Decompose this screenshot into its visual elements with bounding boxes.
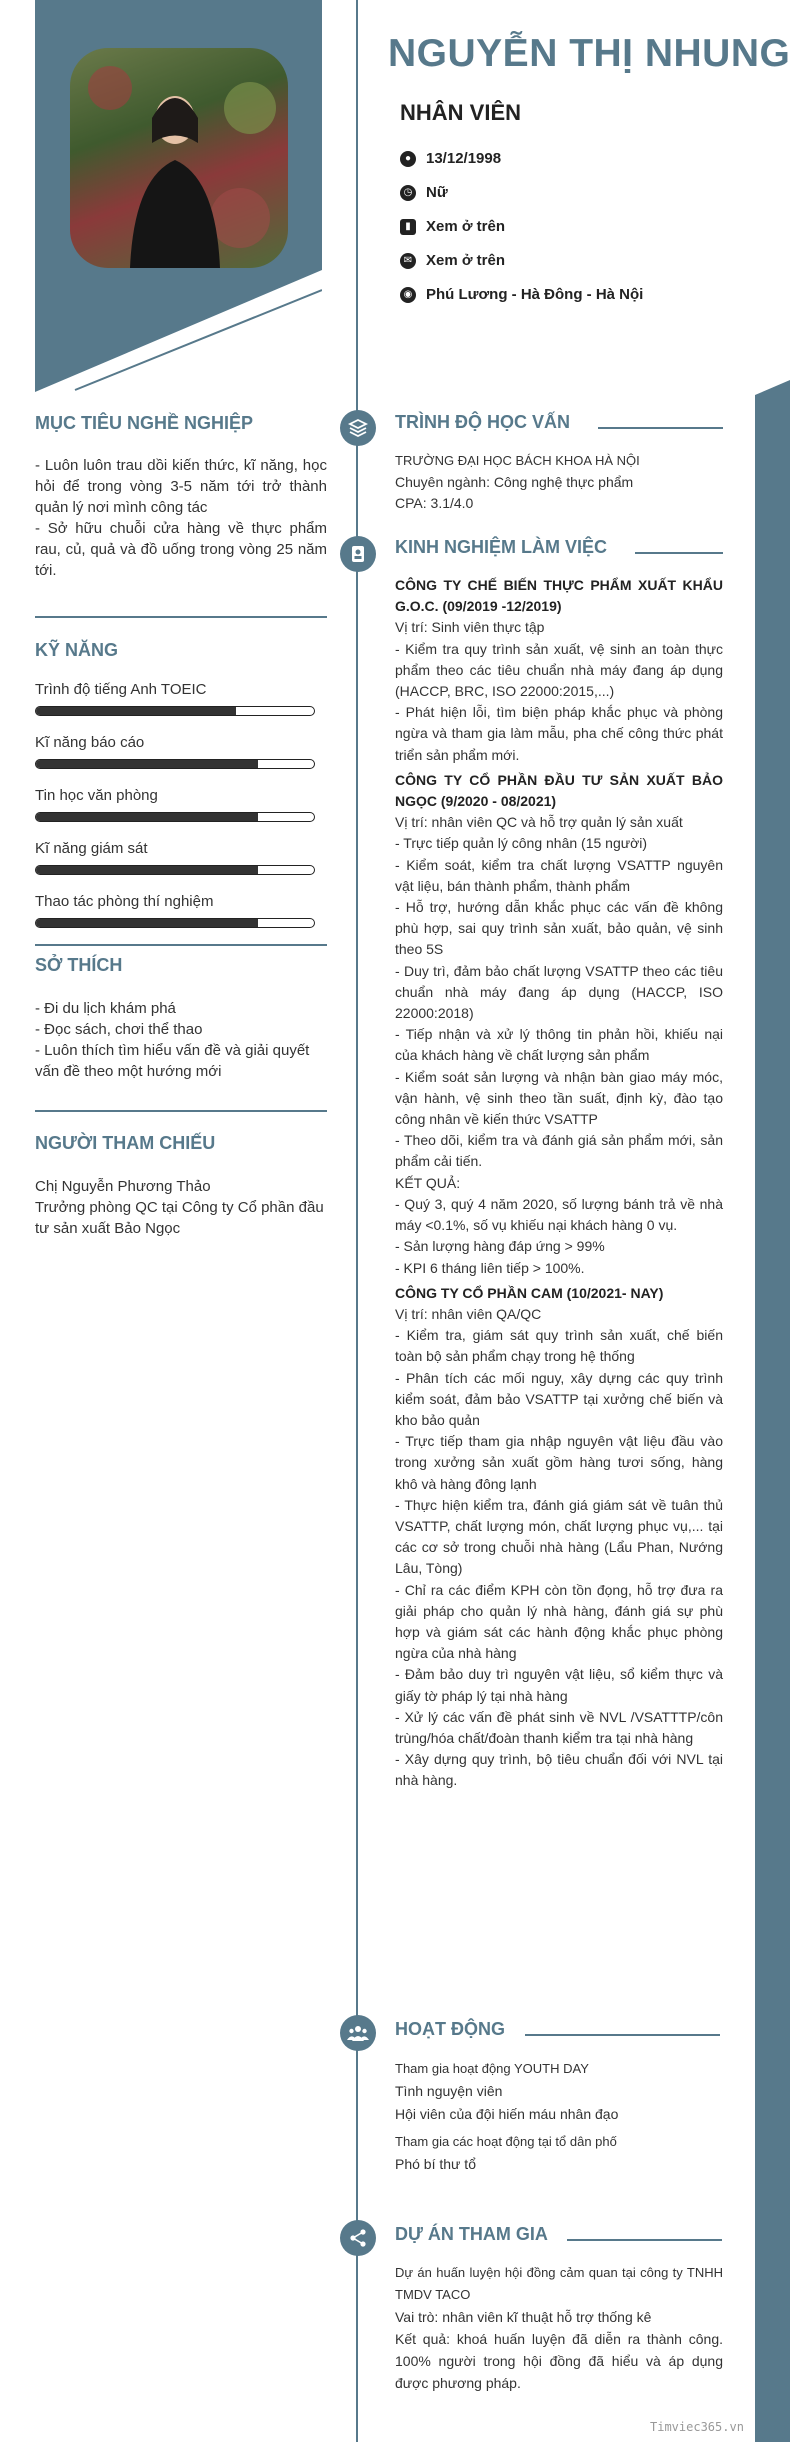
- skill-bar: [35, 865, 315, 875]
- candidate-name: NGUYỄN THỊ NHUNG: [388, 32, 790, 75]
- skill-bar: [35, 759, 315, 769]
- education-major: Chuyên ngành: Công nghệ thực phẩm: [395, 473, 634, 490]
- reference-text: [35, 1176, 327, 1239]
- job-role: Vị trí: nhân viên QC và hỗ trợ quản lý sản xuất: [395, 814, 683, 831]
- heading-rule: [635, 552, 723, 554]
- hobbies-heading: SỞ THÍCH: [35, 955, 123, 975]
- skill-bar: [35, 812, 315, 822]
- skill-bar-fill: [36, 919, 258, 927]
- experience-section-icon: [340, 536, 376, 572]
- job-detail: - Kiểm soát, kiểm tra chất lượng VSATTP nguyên vật liệu, bán thành phẩm, thành phẩm: [395, 856, 723, 894]
- job-detail: - Phân tích các mối nguy, xây dựng các quy trình kiểm soát, đảm bảo VSATTP tại xưởng chế biến và kho bảo quản: [395, 1369, 723, 1428]
- skill-bar: [35, 706, 315, 716]
- location-pin-icon: ◉: [400, 287, 416, 303]
- birthday-value: 13/12/1998: [426, 150, 502, 167]
- candidate-position: NHÂN VIÊN: [400, 100, 522, 125]
- divider: [35, 944, 327, 946]
- hobbies-list: [35, 998, 327, 1082]
- heading-rule: [525, 2034, 720, 2036]
- activity-name: Tham gia hoạt động YOUTH DAY: [395, 2061, 589, 2076]
- projects-heading: DỰ ÁN THAM GIA: [395, 2224, 548, 2244]
- job-detail: - Theo dõi, kiểm tra và đánh giá sản phẩm mới, sản phẩm cải tiến.: [395, 1132, 723, 1170]
- address-value: Phú Lương - Hà Đông - Hà Nội: [426, 286, 644, 303]
- birthday-row: [400, 150, 501, 167]
- hobby-item: - Đi du lịch khám phá: [35, 1000, 176, 1017]
- email-value: Xem ở trên: [426, 252, 506, 269]
- job-detail: - Hỗ trợ, hướng dẫn khắc phục các vấn đề không phù hợp, sai quy trình sản xuất, bảo quản, vệ sinh theo 5S: [395, 899, 723, 958]
- heading-rule: [567, 2239, 722, 2241]
- layers-icon: [348, 418, 368, 438]
- phone-icon: ▮: [400, 219, 416, 235]
- job-detail: KẾT QUẢ:: [395, 1174, 461, 1191]
- group-icon: [347, 2023, 369, 2043]
- job-company: CÔNG TY CỔ PHẦN CAM (10/2021- NAY): [395, 1284, 664, 1301]
- activity-line: Phó bí thư tổ: [395, 2156, 476, 2172]
- skill-label: Trình độ tiếng Anh TOEIC: [35, 681, 207, 698]
- projects-block: [395, 2262, 723, 2394]
- job-detail: - Trực tiếp tham gia nhập nguyên vật liệu đầu vào trong xưởng sản xuất gồm hàng tươi sống, hàng khô và hàng đông lạnh: [395, 1433, 723, 1492]
- address-row: [400, 286, 643, 303]
- id-badge-icon: [348, 544, 368, 564]
- job-detail: - Kiểm soát sản lượng và nhận bàn giao máy móc, vận hành, vệ sinh theo tần suất, định kỳ, đào tạo công nhân về kiến thức VSATTP: [395, 1068, 723, 1128]
- job-detail: - Tiếp nhận và xử lý thông tin phản hồi, khiếu nại của khách hàng về chất lượng sản phẩm: [395, 1026, 723, 1064]
- reference-line: Chị Nguyễn Phương Thảo: [35, 1178, 211, 1195]
- hobby-item: - Luôn thích tìm hiểu vấn đề và giải quyết vấn đề theo một hướng mới: [35, 1042, 310, 1080]
- skill-bar-fill: [36, 760, 258, 768]
- hobby-item: - Đọc sách, chơi thể thao: [35, 1021, 203, 1038]
- email-icon: ✉: [400, 253, 416, 269]
- reference-heading: NGƯỜI THAM CHIẾU: [35, 1133, 216, 1153]
- gender-value: Nữ: [426, 184, 448, 201]
- experience-block: [395, 575, 723, 1792]
- skill-label: Kĩ năng báo cáo: [35, 734, 145, 751]
- skills-heading: KỸ NĂNG: [35, 640, 119, 660]
- person-icon: [70, 48, 288, 268]
- skill-bar-fill: [36, 866, 258, 874]
- right-accent-bar: [755, 0, 790, 2442]
- activities-heading: HOẠT ĐỘNG: [395, 2019, 505, 2039]
- reference-line: Trưởng phòng QC tại Công ty Cổ phần đầu tư sản xuất Bảo Ngọc: [35, 1199, 324, 1237]
- job-detail: - Phát hiện lỗi, tìm biện pháp khắc phục và phòng ngừa và tham gia làm mẫu, pha chế công thức phát triển sản phẩm mới.: [395, 704, 723, 763]
- objective-text: [35, 455, 327, 581]
- skill-bar-fill: [36, 707, 236, 715]
- objective-line: - Luôn luôn trau dồi kiến thức, kĩ năng, học hỏi để trong vòng 3-5 năm tới trở thành quản lý nơi mình công tác: [35, 457, 327, 516]
- job-role: Vị trí: Sinh viên thực tập: [395, 619, 545, 636]
- job-detail: - Chỉ ra các điểm KPH còn tồn đọng, hỗ trợ đưa ra giải pháp cho quản lý nhà hàng, đánh giá sự phù hợp và giám sát các hành động khắc phục phòng ngừa của nhà hàng: [395, 1581, 723, 1662]
- job-detail: - Xử lý các vấn đề phát sinh về NVL /VSATTTP/côn trùng/hóa chất/đoàn thanh kiểm tra tại nhà hàng: [395, 1708, 723, 1746]
- job-company: CÔNG TY CỔ PHẦN ĐẦU TƯ SẢN XUẤT BẢO NGỌC (9/2020 - 08/2021): [395, 771, 723, 810]
- gender-row: [400, 184, 448, 201]
- divider: [35, 616, 327, 618]
- job-role: Vị trí: nhân viên QA/QC: [395, 1305, 542, 1322]
- job-detail: - KPI 6 tháng liên tiếp > 100%.: [395, 1259, 585, 1276]
- activity-name: Tham gia các hoạt động tại tổ dân phố: [395, 2134, 617, 2149]
- clock-icon: ◷: [400, 185, 416, 201]
- phone-row: [400, 218, 505, 235]
- job-detail: - Xây dựng quy trình, bộ tiêu chuẩn đối với NVL tại nhà hàng.: [395, 1751, 723, 1789]
- skill-label: Tin học văn phòng: [35, 787, 158, 804]
- school-name: TRƯỜNG ĐẠI HỌC BÁCH KHOA HÀ NỘI: [395, 453, 640, 468]
- job-detail: - Trực tiếp quản lý công nhân (15 người): [395, 835, 648, 852]
- share-icon: [348, 2228, 368, 2248]
- avatar: [70, 48, 288, 268]
- timeline-spine: [356, 0, 358, 2442]
- education-section-icon: [340, 410, 376, 446]
- skill-bar-fill: [36, 813, 258, 821]
- skill-label: Kĩ năng giám sát: [35, 840, 148, 857]
- experience-heading: KINH NGHIỆM LÀM VIỆC: [395, 537, 608, 557]
- job-detail: - Thực hiện kiểm tra, đánh giá giám sát về tuân thủ VSATTP, chất lượng món, chất lượng phục vụ,... tại các cơ sở trong chuỗi nhà hàng (Lẩu Phan, Nướng Lâu, Tòng): [395, 1496, 723, 1577]
- job-detail: - Kiểm tra quy trình sản xuất, vệ sinh an toàn thực phẩm theo các tiêu chuẩn nhà máy đang áp dụng (HACCP, BRC, ISO 22000:2015,...): [395, 640, 723, 700]
- job-detail: - Đảm bảo duy trì nguyên vật liệu, sổ kiểm thực và giấy tờ pháp lý tại nhà hàng: [395, 1666, 723, 1704]
- phone-value: Xem ở trên: [426, 218, 506, 235]
- skill-bar: [35, 918, 315, 928]
- education-heading: TRÌNH ĐỘ HỌC VẤN: [395, 412, 570, 432]
- objective-line: - Sở hữu chuỗi cửa hàng về thực phẩm rau, củ, quả và đồ uống trong vòng 25 năm tới.: [35, 520, 327, 579]
- job-company: CÔNG TY CHẾ BIẾN THỰC PHẨM XUẤT KHẨU G.O.C. (09/2019 -12/2019): [395, 577, 723, 615]
- skill-label: Thao tác phòng thí nghiệm: [35, 893, 214, 910]
- watermark: Timviec365.vn: [650, 2420, 744, 2434]
- project-result: Kết quả: khoá huấn luyện đã diễn ra thành công. 100% người trong hội đồng đã hiểu và áp dụng được phương pháp.: [395, 2331, 723, 2391]
- job-detail: - Duy trì, đảm bảo chất lượng VSATTP theo các tiêu chuẩn nhà máy đang áp dụng (HACCP, ISO 22000:2018): [395, 962, 723, 1022]
- job-detail: - Quý 3, quý 4 năm 2020, số lượng bánh trả về nhà máy <0.1%, số vụ khiếu nại khách hàng 0 vụ.: [395, 1195, 723, 1234]
- user-icon: ●: [400, 151, 416, 167]
- activities-block: [395, 2057, 723, 2176]
- activities-section-icon: [340, 2015, 376, 2051]
- project-role: Vai trò: nhân viên kĩ thuật hỗ trợ thống kê: [395, 2309, 652, 2325]
- heading-rule: [598, 427, 723, 429]
- job-detail: - Kiểm tra, giám sát quy trình sản xuất, chế biến toàn bộ sản phẩm chạy trong hệ thống: [395, 1327, 723, 1365]
- divider: [35, 1110, 327, 1112]
- objective-heading: MỤC TIÊU NGHỀ NGHIỆP: [35, 413, 254, 433]
- education-block: [395, 450, 723, 515]
- job-detail: - Sản lượng hàng đáp ứng > 99%: [395, 1238, 605, 1255]
- email-row: [400, 252, 505, 269]
- activity-line: Hội viên của đội hiến máu nhân đạo: [395, 2106, 619, 2122]
- projects-section-icon: [340, 2220, 376, 2256]
- education-gpa: CPA: 3.1/4.0: [395, 495, 474, 511]
- activity-line: Tình nguyện viên: [395, 2083, 503, 2099]
- project-name: Dự án huấn luyện hội đồng cảm quan tại công ty TNHH TMDV TACO: [395, 2265, 723, 2302]
